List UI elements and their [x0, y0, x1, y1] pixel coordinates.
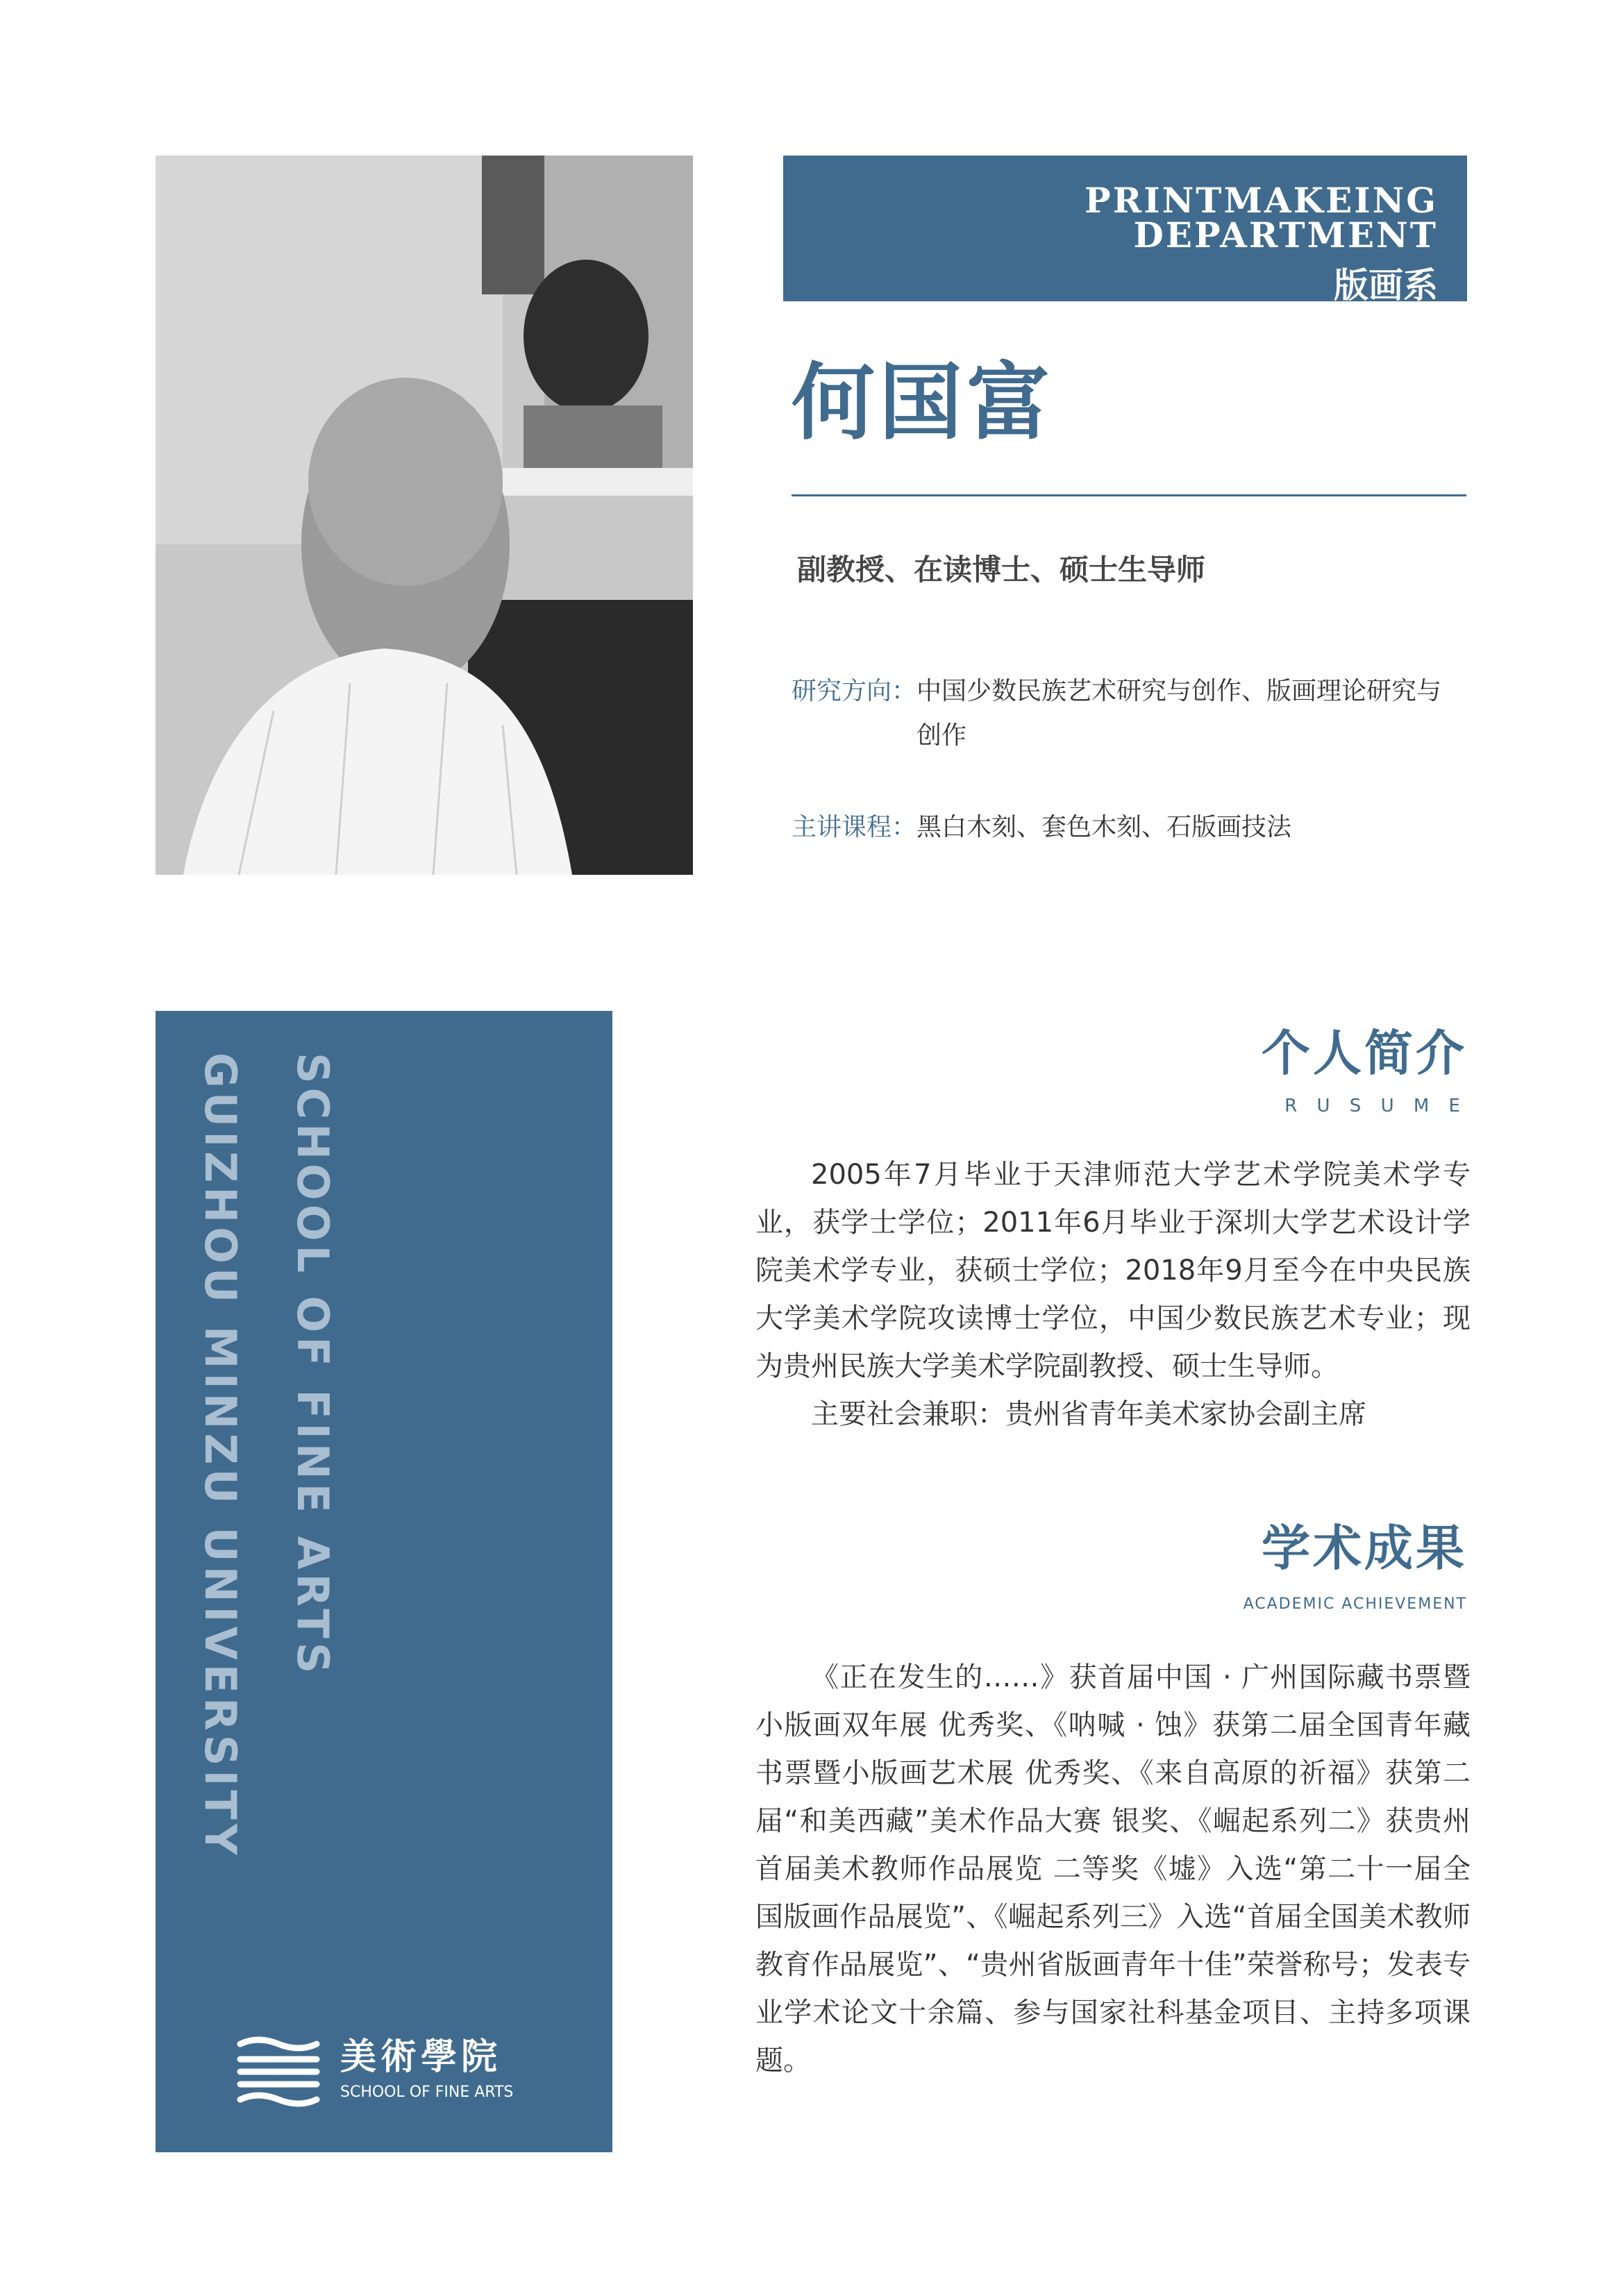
resume-title: 个人简介 — [1262, 1024, 1467, 1082]
main-courses — [792, 805, 1451, 850]
research-label: 研究方向： — [792, 677, 917, 705]
courses-label: 主讲课程： — [792, 813, 917, 841]
courses-value: 黑白木刻、套色木刻、石版画技法 — [916, 813, 1292, 841]
achievement-title: 学术成果 — [1262, 1519, 1467, 1577]
department-name-cn: 版画系 — [1334, 265, 1438, 305]
sidebar-university-name: GUIZHOU MINZU UNIVERSITY — [195, 1053, 246, 1859]
achievement-text — [755, 1654, 1471, 2085]
department-banner — [783, 156, 1467, 305]
logo-english-text: SCHOOL OF FINE ARTS — [340, 2083, 514, 2101]
achievement-subtitle: ACADEMIC ACHIEVEMENT — [1243, 1595, 1467, 1613]
department-name-en: PRINTMAKEING DEPARTMENT — [1085, 180, 1438, 255]
logo-chinese-text: 美術學院 — [340, 2035, 502, 2078]
research-direction — [792, 669, 1451, 758]
school-logo — [233, 2031, 513, 2108]
resume-paragraph: 主要社会兼职：贵州省青年美术家协会副主席 — [811, 1398, 1366, 1430]
achievement-paragraph: 《正在发生的……》获首届中国 · 广州国际藏书票暨小版画双年展 优秀奖、《呐喊 · 蚀》获第二届全国青年藏书票暨小版画艺术展 优秀奖、《来自高原的祈福》获第二届“和美西藏”美术作品大赛 银奖、《崛起系列二》获贵州首届美术教师作品展览 二等奖《墟》入选“第二十一届全国版画作品展览”、《崛起系列三》入选“首届全国美术教师教育作品展览”、“贵州省版画青年十佳”荣誉称号；发表专业学术论文十余篇、参与国家社科基金项目、主持多项课题。 — [755, 1661, 1471, 2077]
research-value: 中国少数民族艺术研究与创作、版画理论研究与创作 — [916, 677, 1442, 750]
portrait-photo — [156, 156, 693, 875]
sidebar-school-name: SCHOOL OF FINE ARTS — [287, 1053, 338, 1678]
person-name: 何国富 — [792, 353, 1054, 451]
school-logo-icon — [233, 2031, 324, 2108]
resume-text — [755, 1151, 1471, 1439]
resume-subtitle: R U S U M E — [1284, 1096, 1467, 1116]
school-sidebar — [156, 1011, 612, 2152]
person-titles: 副教授、在读博士、硕士生导师 — [797, 553, 1206, 587]
name-divider — [792, 494, 1466, 496]
resume-paragraph: 2005年7月毕业于天津师范大学艺术学院美术学专业，获学士学位；2011年6月毕业于深圳大学艺术设计学院美术学专业，获硕士学位；2018年9月至今在中央民族大学美术学院攻读博士学位，中国少数民族艺术专业；现为贵州民族大学美术学院副教授、硕士生导师。 — [755, 1159, 1471, 1382]
